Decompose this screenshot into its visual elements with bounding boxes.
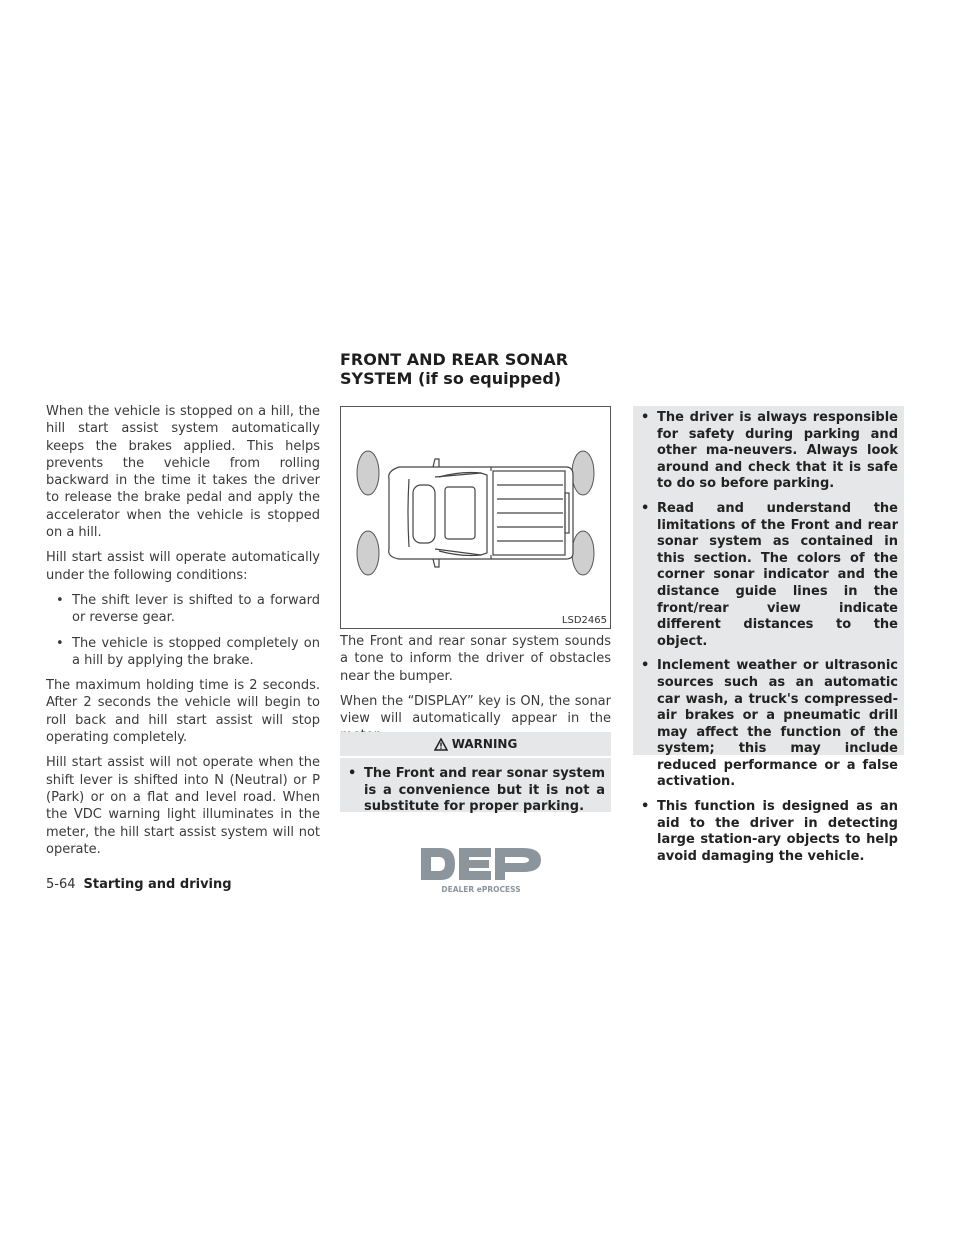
front-left-sensor-zone bbox=[357, 451, 379, 495]
warning-box bbox=[340, 732, 611, 815]
sonar-figure bbox=[340, 406, 611, 629]
figure-code: LSD2465 bbox=[561, 615, 607, 626]
page-number: 5-64 bbox=[46, 877, 76, 892]
list-item: • The shift lever is shifted to a forward or reverse gear. bbox=[52, 592, 320, 627]
paragraph: When the vehicle is stopped on a hill, the hill start assist system automatically keeps the brakes applied. This helps prevents the vehicle from rolling backward in the time it takes the driver to release the brake pedal and apply the accelerator when the vehicle is stopped on a hill. bbox=[46, 404, 320, 541]
dealer-eprocess-logo bbox=[419, 845, 543, 895]
warning-title-text: WARNING bbox=[451, 737, 518, 751]
rear-right-sensor-zone bbox=[572, 531, 594, 575]
hill-start-column bbox=[46, 403, 320, 866]
logo-tagline: DEALER ePROCESS bbox=[441, 885, 521, 894]
warning-list bbox=[633, 406, 904, 865]
warning-list bbox=[340, 758, 611, 816]
vehicle-top-view-illustration bbox=[341, 407, 612, 630]
paragraph: Hill start assist will not operate when the shift lever is shifted into N (Neutral) or P (Park) or on a flat and level road. When the VDC warning light illuminates in the meter, the hill start assist system will not operate. bbox=[46, 755, 320, 857]
warning-item: • The driver is always responsible for safety during parking and other ma-neuvers. Always look around and check that it is safe to do so before parking. bbox=[639, 410, 898, 493]
conditions-list bbox=[46, 592, 320, 669]
footer-section-name: Starting and driving bbox=[83, 877, 232, 892]
truck-outline bbox=[389, 459, 573, 567]
warning-title bbox=[340, 732, 611, 758]
paragraph: The maximum holding time is 2 seconds. After 2 seconds the vehicle will begin to roll back and hill start assist will stop operating completely. bbox=[46, 678, 320, 746]
paragraph: The Front and rear sonar system sounds a tone to inform the driver of obstacles near the bumper. bbox=[340, 634, 611, 684]
warning-triangle-icon bbox=[434, 738, 448, 751]
warning-box-continued bbox=[633, 406, 904, 864]
rear-left-sensor-zone bbox=[572, 451, 594, 495]
front-right-sensor-zone bbox=[357, 531, 379, 575]
warning-item: • The Front and rear sonar system is a convenience but it is not a substitute for proper parking. bbox=[346, 766, 605, 816]
paragraph: When the “DISPLAY” key is ON, the sonar view will automatically appear in the bbox=[340, 693, 611, 727]
list-item: • The vehicle is stopped completely on a hill by applying the brake. bbox=[52, 635, 320, 670]
warning-item: • Read and understand the limitations of the Front and rear sonar system as contained in this section. The colors of the corner sonar indicator and the distance guide lines in the front/rear view indicate different distances to the object. bbox=[639, 501, 898, 650]
warning-item: • This function is designed as an aid to the driver in detecting large station-ary objects to help avoid damaging the vehicle. bbox=[639, 799, 898, 865]
warning-item: • Inclement weather or ultrasonic sources such as an automatic car wash, a truck's compressed-air brakes or a pneumatic drill may affect the function of the system; this may include reduced performance or a false activation. bbox=[639, 658, 898, 791]
section-heading: FRONT AND REAR SONAR SYSTEM (if so equipped) bbox=[340, 350, 569, 388]
page-footer bbox=[46, 877, 232, 892]
paragraph: Hill start assist will operate automatically under the following conditions: bbox=[46, 550, 320, 583]
